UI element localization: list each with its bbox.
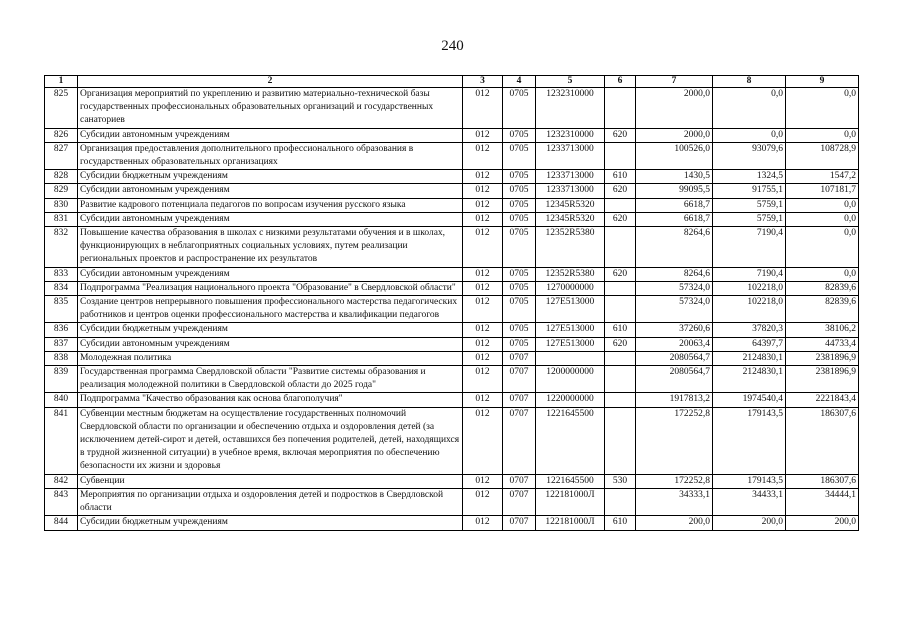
budget-table: [44, 75, 859, 531]
cell-target-article: 1233713000: [536, 184, 605, 198]
cell-target-article: 122181000Л: [536, 516, 605, 530]
row-number: 831: [45, 212, 78, 226]
cell-ministry-code: 012: [463, 366, 503, 393]
row-number: 828: [45, 170, 78, 184]
cell-amount-year2: 0,0: [713, 128, 786, 142]
cell-amount-year3: 82839,6: [786, 281, 859, 295]
cell-target-article: 1233713000: [536, 142, 605, 169]
row-description: Субсидии бюджетным учреждениям: [78, 516, 463, 530]
row-description: Организация мероприятий по укреплению и развитию материально-технической базы государственных профессиональных образовательных организаций и государственных санаториев: [78, 88, 463, 129]
cell-amount-year2: 179143,5: [713, 474, 786, 488]
cell-ministry-code: 012: [463, 474, 503, 488]
column-header: 8: [713, 76, 786, 88]
cell-amount-year1: 6618,7: [636, 212, 713, 226]
table-row: [45, 267, 859, 281]
cell-target-article: 127E513000: [536, 337, 605, 351]
cell-section-code: 0705: [503, 212, 536, 226]
cell-amount-year1: 2000,0: [636, 88, 713, 129]
row-number: 833: [45, 267, 78, 281]
cell-amount-year3: 0,0: [786, 227, 859, 268]
cell-amount-year1: 8264,6: [636, 227, 713, 268]
row-number: 840: [45, 393, 78, 407]
cell-expense-type: [605, 198, 636, 212]
cell-expense-type: [605, 281, 636, 295]
row-description: Субсидии автономным учреждениям: [78, 267, 463, 281]
cell-amount-year3: 82839,6: [786, 296, 859, 323]
cell-ministry-code: 012: [463, 351, 503, 365]
cell-expense-type: 610: [605, 516, 636, 530]
cell-expense-type: [605, 393, 636, 407]
cell-amount-year1: 20063,4: [636, 337, 713, 351]
cell-amount-year1: 1430,5: [636, 170, 713, 184]
cell-amount-year1: 172252,8: [636, 407, 713, 474]
cell-amount-year2: 7190,4: [713, 227, 786, 268]
cell-ministry-code: 012: [463, 128, 503, 142]
cell-target-article: 1232310000: [536, 88, 605, 129]
cell-target-article: 12352R5380: [536, 227, 605, 268]
cell-expense-type: [605, 366, 636, 393]
table-row: [45, 323, 859, 337]
cell-amount-year2: 34433,1: [713, 488, 786, 515]
cell-amount-year2: 0,0: [713, 88, 786, 129]
cell-target-article: 1270000000: [536, 281, 605, 295]
cell-amount-year2: 93079,6: [713, 142, 786, 169]
row-number: 839: [45, 366, 78, 393]
cell-target-article: 1233713000: [536, 170, 605, 184]
cell-amount-year1: 200,0: [636, 516, 713, 530]
row-number: 843: [45, 488, 78, 515]
row-description: Повышение качества образования в школах с низкими результатами обучения и в школах, функционирующих в неблагоприятных социальных условиях, путем реализации региональных проектов и распространение их результатов: [78, 227, 463, 268]
cell-target-article: 1200000000: [536, 366, 605, 393]
table-row: [45, 366, 859, 393]
row-number: 835: [45, 296, 78, 323]
cell-amount-year3: 44733,4: [786, 337, 859, 351]
cell-expense-type: [605, 142, 636, 169]
row-description: Субсидии автономным учреждениям: [78, 184, 463, 198]
cell-expense-type: 620: [605, 128, 636, 142]
row-description: Организация предоставления дополнительного профессионального образования в государственных образовательных организациях: [78, 142, 463, 169]
cell-expense-type: 620: [605, 212, 636, 226]
cell-amount-year1: 2080564,7: [636, 366, 713, 393]
cell-section-code: 0707: [503, 474, 536, 488]
table-row: [45, 488, 859, 515]
cell-amount-year2: 102218,0: [713, 296, 786, 323]
row-description: Субсидии автономным учреждениям: [78, 212, 463, 226]
cell-target-article: 127E513000: [536, 296, 605, 323]
cell-amount-year1: 1917813,2: [636, 393, 713, 407]
cell-expense-type: [605, 296, 636, 323]
cell-amount-year1: 8264,6: [636, 267, 713, 281]
cell-amount-year1: 34333,1: [636, 488, 713, 515]
row-number: 834: [45, 281, 78, 295]
cell-expense-type: 620: [605, 184, 636, 198]
cell-section-code: 0707: [503, 366, 536, 393]
cell-amount-year2: 1974540,4: [713, 393, 786, 407]
cell-section-code: 0705: [503, 184, 536, 198]
cell-amount-year3: 34444,1: [786, 488, 859, 515]
row-description: Субвенции: [78, 474, 463, 488]
cell-amount-year2: 102218,0: [713, 281, 786, 295]
cell-amount-year2: 200,0: [713, 516, 786, 530]
column-header: 1: [45, 76, 78, 88]
cell-section-code: 0705: [503, 170, 536, 184]
table-row: [45, 212, 859, 226]
table-row: [45, 88, 859, 129]
cell-target-article: 12352R5380: [536, 267, 605, 281]
cell-section-code: 0705: [503, 337, 536, 351]
column-header: 9: [786, 76, 859, 88]
row-number: 827: [45, 142, 78, 169]
cell-section-code: 0705: [503, 128, 536, 142]
cell-ministry-code: 012: [463, 407, 503, 474]
cell-expense-type: [605, 407, 636, 474]
cell-amount-year3: 0,0: [786, 267, 859, 281]
cell-amount-year1: 100526,0: [636, 142, 713, 169]
table-row: [45, 128, 859, 142]
cell-ministry-code: 012: [463, 488, 503, 515]
row-number: 825: [45, 88, 78, 129]
cell-amount-year3: 2381896,9: [786, 351, 859, 365]
cell-amount-year1: 172252,8: [636, 474, 713, 488]
row-number: 836: [45, 323, 78, 337]
cell-expense-type: 620: [605, 267, 636, 281]
cell-section-code: 0707: [503, 516, 536, 530]
cell-ministry-code: 012: [463, 393, 503, 407]
row-description: Подпрограмма "Качество образования как основа благополучия": [78, 393, 463, 407]
row-number: 830: [45, 198, 78, 212]
cell-ministry-code: 012: [463, 142, 503, 169]
cell-target-article: 1232310000: [536, 128, 605, 142]
cell-target-article: [536, 351, 605, 365]
cell-target-article: 1221645500: [536, 474, 605, 488]
cell-expense-type: [605, 227, 636, 268]
cell-amount-year3: 0,0: [786, 198, 859, 212]
cell-ministry-code: 012: [463, 516, 503, 530]
cell-ministry-code: 012: [463, 227, 503, 268]
table-row: [45, 281, 859, 295]
cell-ministry-code: 012: [463, 337, 503, 351]
cell-section-code: 0705: [503, 296, 536, 323]
cell-amount-year1: 2000,0: [636, 128, 713, 142]
cell-amount-year2: 179143,5: [713, 407, 786, 474]
cell-section-code: 0705: [503, 227, 536, 268]
cell-amount-year2: 5759,1: [713, 198, 786, 212]
cell-amount-year2: 64397,7: [713, 337, 786, 351]
row-description: Субсидии автономным учреждениям: [78, 337, 463, 351]
cell-expense-type: [605, 88, 636, 129]
row-number: 842: [45, 474, 78, 488]
row-description: Субсидии бюджетным учреждениям: [78, 323, 463, 337]
column-header: 6: [605, 76, 636, 88]
cell-section-code: 0705: [503, 142, 536, 169]
table-row: [45, 296, 859, 323]
cell-amount-year2: 91755,1: [713, 184, 786, 198]
cell-section-code: 0707: [503, 407, 536, 474]
cell-amount-year3: 108728,9: [786, 142, 859, 169]
row-number: 832: [45, 227, 78, 268]
row-description: Развитие кадрового потенциала педагогов по вопросам изучения русского языка: [78, 198, 463, 212]
column-header: 2: [78, 76, 463, 88]
cell-amount-year1: 2080564,7: [636, 351, 713, 365]
cell-section-code: 0705: [503, 281, 536, 295]
cell-section-code: 0705: [503, 198, 536, 212]
table-row: [45, 227, 859, 268]
column-header: 7: [636, 76, 713, 88]
row-number: 829: [45, 184, 78, 198]
row-description: Субсидии автономным учреждениям: [78, 128, 463, 142]
cell-target-article: 1220000000: [536, 393, 605, 407]
cell-amount-year3: 107181,7: [786, 184, 859, 198]
row-description: Создание центров непрерывного повышения профессионального мастерства педагогических работников и центров оценки профессионального мастерства и квалификации педагогов: [78, 296, 463, 323]
cell-target-article: 12345R5320: [536, 212, 605, 226]
row-description: Субсидии бюджетным учреждениям: [78, 170, 463, 184]
table-row: [45, 351, 859, 365]
cell-amount-year3: 2381896,9: [786, 366, 859, 393]
row-number: 826: [45, 128, 78, 142]
cell-ministry-code: 012: [463, 212, 503, 226]
cell-amount-year2: 5759,1: [713, 212, 786, 226]
cell-amount-year2: 2124830,1: [713, 351, 786, 365]
cell-amount-year1: 99095,5: [636, 184, 713, 198]
cell-expense-type: 620: [605, 337, 636, 351]
cell-target-article: 12345R5320: [536, 198, 605, 212]
cell-target-article: 1221645500: [536, 407, 605, 474]
cell-ministry-code: 012: [463, 267, 503, 281]
table-row: [45, 170, 859, 184]
cell-amount-year3: 0,0: [786, 128, 859, 142]
cell-amount-year3: 2221843,4: [786, 393, 859, 407]
cell-ministry-code: 012: [463, 88, 503, 129]
cell-amount-year3: 200,0: [786, 516, 859, 530]
row-description: Государственная программа Свердловской области "Развитие системы образования и реализация молодежной политики в Свердловской области до 2025 года": [78, 366, 463, 393]
cell-expense-type: 610: [605, 323, 636, 337]
table-row: [45, 407, 859, 474]
table-row: [45, 516, 859, 530]
cell-section-code: 0705: [503, 88, 536, 129]
cell-expense-type: 610: [605, 170, 636, 184]
cell-amount-year3: 186307,6: [786, 407, 859, 474]
cell-amount-year2: 37820,3: [713, 323, 786, 337]
table-row: [45, 337, 859, 351]
cell-amount-year3: 0,0: [786, 212, 859, 226]
cell-expense-type: [605, 488, 636, 515]
column-header: 4: [503, 76, 536, 88]
cell-ministry-code: 012: [463, 281, 503, 295]
cell-ministry-code: 012: [463, 296, 503, 323]
cell-amount-year3: 186307,6: [786, 474, 859, 488]
cell-expense-type: 530: [605, 474, 636, 488]
row-description: Подпрограмма "Реализация национального проекта "Образование" в Свердловской области": [78, 281, 463, 295]
row-number: 841: [45, 407, 78, 474]
cell-target-article: 127E513000: [536, 323, 605, 337]
row-number: 837: [45, 337, 78, 351]
cell-target-article: 122181000Л: [536, 488, 605, 515]
row-description: Субвенции местным бюджетам на осуществление государственных полномочий Свердловской области по организации и обеспечению отдыха и оздоровления детей (за исключением детей-сирот и детей, оставшихся без попечения родителей, детей, находящихся в трудной жизненной ситуации) в учебное время, включая мероприятия по обеспечению безопасности их жизни и здоровья: [78, 407, 463, 474]
cell-ministry-code: 012: [463, 323, 503, 337]
row-number: 844: [45, 516, 78, 530]
cell-expense-type: [605, 351, 636, 365]
cell-section-code: 0705: [503, 323, 536, 337]
cell-section-code: 0707: [503, 488, 536, 515]
cell-section-code: 0707: [503, 351, 536, 365]
page-number: 240: [441, 38, 464, 54]
cell-ministry-code: 012: [463, 170, 503, 184]
cell-amount-year2: 2124830,1: [713, 366, 786, 393]
cell-amount-year3: 0,0: [786, 88, 859, 129]
column-header: 5: [536, 76, 605, 88]
cell-amount-year1: 57324,0: [636, 296, 713, 323]
row-number: 838: [45, 351, 78, 365]
table-row: [45, 393, 859, 407]
table-row: [45, 474, 859, 488]
table-header-row: [45, 76, 859, 88]
cell-ministry-code: 012: [463, 198, 503, 212]
cell-amount-year2: 7190,4: [713, 267, 786, 281]
column-header: 3: [463, 76, 503, 88]
cell-ministry-code: 012: [463, 184, 503, 198]
table-row: [45, 142, 859, 169]
cell-amount-year1: 37260,6: [636, 323, 713, 337]
cell-amount-year3: 38106,2: [786, 323, 859, 337]
cell-amount-year3: 1547,2: [786, 170, 859, 184]
cell-amount-year1: 57324,0: [636, 281, 713, 295]
table-row: [45, 184, 859, 198]
cell-amount-year1: 6618,7: [636, 198, 713, 212]
cell-section-code: 0707: [503, 393, 536, 407]
cell-section-code: 0705: [503, 267, 536, 281]
row-description: Молодежная политика: [78, 351, 463, 365]
table-row: [45, 198, 859, 212]
row-description: Мероприятия по организации отдыха и оздоровления детей и подростков в Свердловской области: [78, 488, 463, 515]
cell-amount-year2: 1324,5: [713, 170, 786, 184]
